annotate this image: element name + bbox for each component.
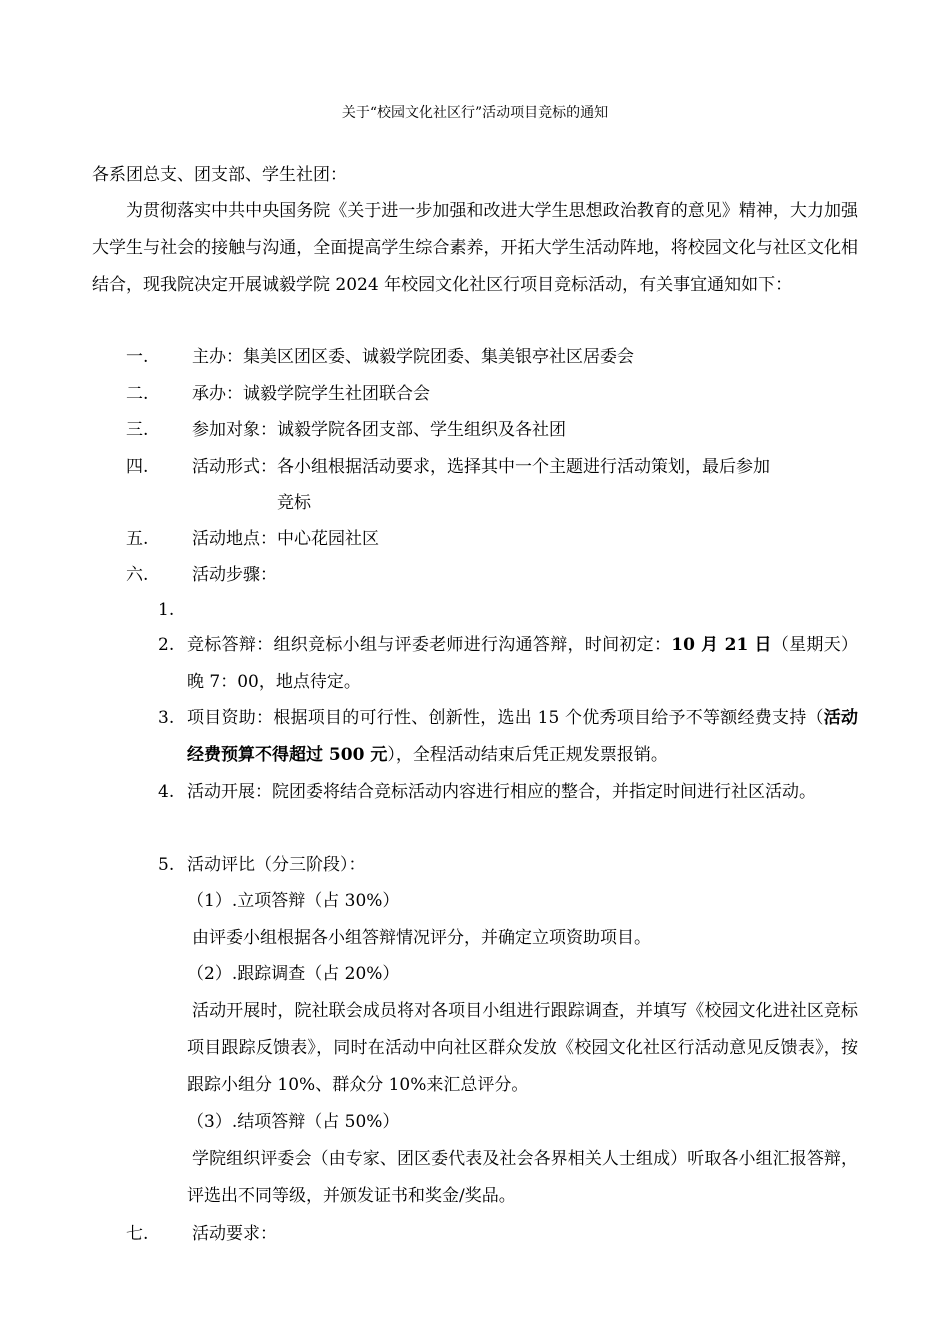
stage-1-heading: （1）.立项答辩（占 30%） [187,891,400,911]
stage-3-heading: （3）.结项答辩（占 50%） [187,1112,400,1132]
step-2-text: 竞标答辩：组织竞标小组与评委老师进行沟通答辩，时间初定：10 月 21 日（星期天）晚 7：00，地点待定。 [187,635,858,692]
section-6-number: 六. [126,565,149,585]
step-2-date: 10 月 21 日 [671,635,772,655]
section-2-number: 二. [126,384,149,404]
section-4-text: 活动形式：各小组根据活动要求，选择其中一个主题进行活动策划，最后参加 [192,457,770,477]
section-7-text: 活动要求： [192,1224,277,1244]
section-6-text: 活动步骤： [192,565,277,585]
section-4-number: 四. [126,457,149,477]
stage-2-heading: （2）.跟踪调查（占 20%） [187,964,400,984]
stage-3-body: 学院组织评委会（由专家、团区委代表及社会各界相关人士组成）听取各小组汇报答辩，评选出不同等级，并颁发证书和奖金/奖品。 [187,1149,858,1206]
step-5-number: 5. [158,855,175,875]
stage-1-body: 由评委小组根据各小组答辩情况评分，并确定立项资助项目。 [192,928,651,948]
section-4-text-continued: 竞标 [277,493,311,513]
step-4-text: 活动开展：院团委将结合竞标活动内容进行相应的整合，并指定时间进行社区活动。 [187,782,816,802]
intro-paragraph: 为贯彻落实中共中央国务院《关于进一步加强和改进大学生思想政治教育的意见》精神，大力加强大学生与社会的接触与沟通，全面提高学生综合素养，开拓大学生活动阵地，将校园文化与社区文化相结合，现我院决定开展诚毅学院 2024 年校园文化社区行项目竞标活动，有关事宜通知如下： [92,201,858,295]
section-3-number: 三. [126,420,149,440]
section-7-number: 七. [126,1224,149,1244]
section-5-number: 五. [126,529,149,549]
step-5-text: 活动评比（分三阶段）： [187,855,366,875]
stage-2-body: 活动开展时，院社联会成员将对各项目小组进行跟踪调查，并填写《校园文化进社区竞标项目跟踪反馈表》，同时在活动中向社区群众发放《校园文化社区行活动意见反馈表》，按跟踪小组分 10%、群众分 10%来汇总评分。 [187,1001,858,1095]
step-3-text: 项目资助：根据项目的可行性、创新性，选出 15 个优秀项目给予不等额经费支持（活动经费预算不得超过 500 元），全程活动结束后凭正规发票报销。 [187,708,858,765]
step-3-budget-limit: 活动经费预算不得超过 500 元 [187,708,858,765]
section-2-text: 承办：诚毅学院学生社团联合会 [192,384,430,404]
step-1-number: 1. [158,600,175,620]
section-1-text: 主办：集美区团区委、诚毅学院团委、集美银亭社区居委会 [192,347,634,367]
salutation: 各系团总支、团支部、学生社团： [92,165,347,185]
step-4-number: 4. [158,782,175,802]
notice-title: 关于“校园文化社区行”活动项目竞标的通知 [341,105,609,121]
step-3-number: 3. [158,708,175,728]
section-3-text: 参加对象：诚毅学院各团支部、学生组织及各社团 [192,420,566,440]
section-1-number: 一. [126,347,149,367]
section-5-text: 活动地点：中心花园社区 [192,529,379,549]
step-2-number: 2. [158,635,175,655]
